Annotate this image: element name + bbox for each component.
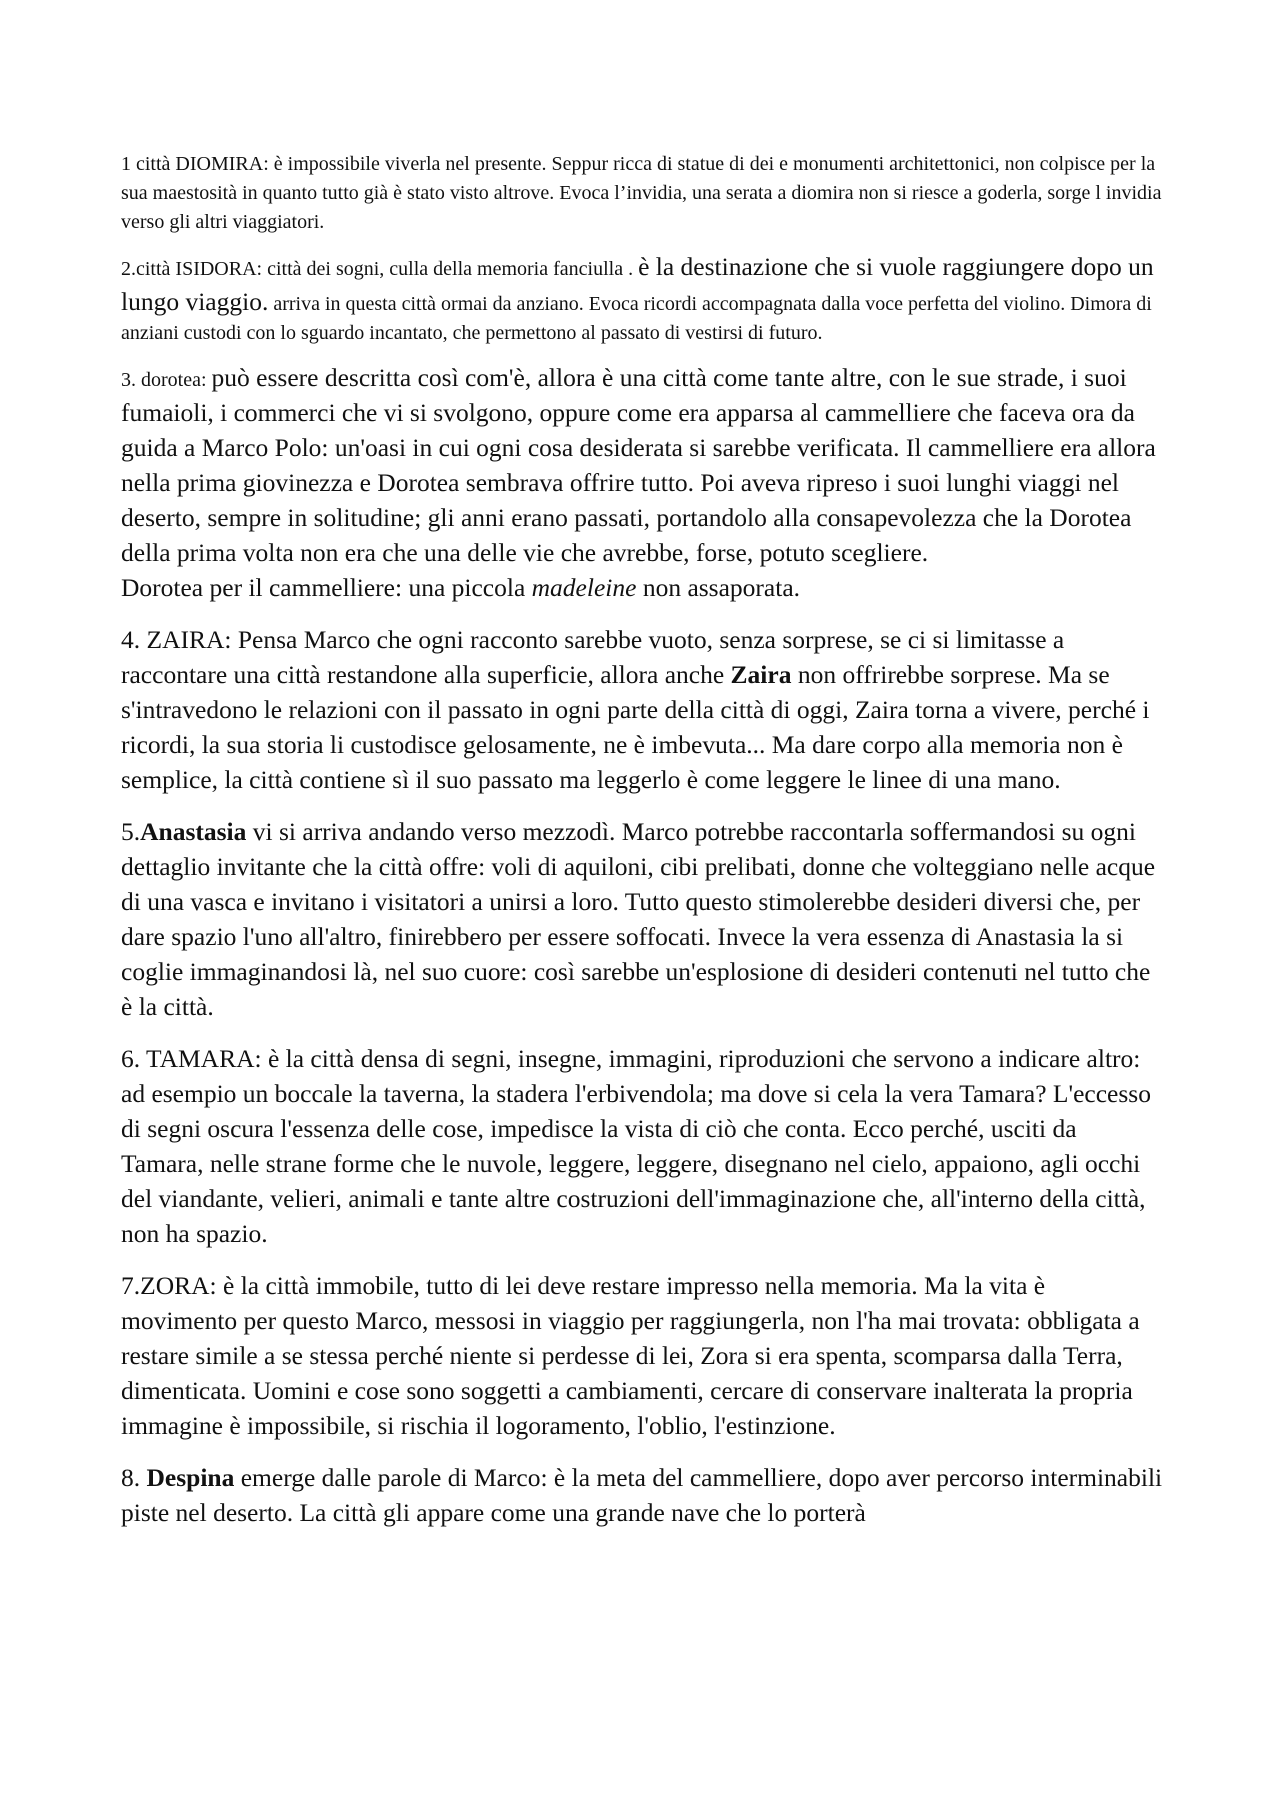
paragraph-dorotea-closing-end: non assaporata. bbox=[636, 573, 801, 602]
paragraph-isidora-highlight: è la destinazione che si vuole raggiungere dopo un lungo viaggio. bbox=[121, 252, 1154, 316]
paragraph-dorotea-prefix: 3. dorotea: bbox=[121, 369, 212, 391]
paragraph-tamara bbox=[121, 1041, 1163, 1251]
paragraph-dorotea-closing: Dorotea per il cammelliere: una piccola bbox=[121, 573, 532, 602]
paragraph-anastasia-number: 5. bbox=[121, 817, 141, 846]
paragraph-zora-text: 7.ZORA: è la città immobile, tutto di lei deve restare impresso nella memoria. Ma la vita è movimento per questo Marco, messosi in viaggio per raggiungerla, non l'ha mai trovata: obbligata a restare simile a se stessa perché niente si perdesse di lei, Zora si era spenta, scomparsa dalla Terra, dimenticata. Uomini e cose sono soggetti a cambiamenti, cercare di conservare inalterata la propria immagine è impossibile, si rischia il logoramento, l'oblio, l'estinzione. bbox=[121, 1271, 1140, 1440]
paragraph-despina bbox=[121, 1460, 1163, 1530]
paragraph-zaira-text-a: 4. ZAIRA: Pensa Marco che ogni racconto sarebbe vuoto, senza sorprese, se ci si limitasse a raccontare una città restandone alla superficie, allora anche bbox=[121, 625, 1065, 689]
paragraph-zaira-bold: Zaira bbox=[730, 660, 792, 689]
document-page bbox=[121, 150, 1163, 1530]
paragraph-anastasia-text: vi si arriva andando verso mezzodì. Marco potrebbe raccontarla soffermandosi su ogni dettaglio invitante che la città offre: voli di aquiloni, cibi prelibati, donne che volteggiano nelle acque di una vasca e invitano i visitatori a unirsi a loro. Tutto questo stimolerebbe desideri diversi che, per dare spazio l'uno all'altro, finirebbero per essere soffocati. Invece la vera essenza di Anastasia la si coglie immaginandosi là, nel suo cuore: così sarebbe un'esplosione di desideri contenuti nel tutto che è la città. bbox=[121, 817, 1156, 1021]
paragraph-zaira-text-b: non offrirebbe sorprese. Ma se s'intravedono le relazioni con il passato in ogni parte della città di oggi, Zaira torna a vivere, perché i ricordi, la sua storia li custodisce gelosamente, ne è imbevuta... Ma dare corpo alla memoria non è semplice, la città contiene sì il suo passato ma leggerlo è come leggere le linee di una mano. bbox=[121, 660, 1150, 794]
paragraph-isidora-rest: arriva in questa città ormai da anziano. Evoca ricordi accompagnata dalla voce perfetta del violino. Dimora di anziani custodi con lo sguardo incantato, che permettono al passato di vestirsi di futuro. bbox=[121, 293, 1152, 344]
paragraph-dorotea-madeleine: madeleine bbox=[531, 573, 637, 602]
paragraph-isidora-intro: 2.città ISIDORA: città dei sogni, culla della memoria fanciulla . bbox=[121, 258, 639, 280]
paragraph-zaira bbox=[121, 622, 1163, 797]
paragraph-despina-text: emerge dalle parole di Marco: è la meta del cammelliere, dopo aver percorso interminabili piste nel deserto. La città gli appare come una grande nave che lo porterà bbox=[121, 1463, 1163, 1527]
paragraph-dorotea-text: può essere descritta così com'è, allora è una città come tante altre, con le sue strade, i suoi fumaioli, i commerci che vi si svolgono, oppure come era apparsa al cammelliere che faceva ora da guida a Marco Polo: un'oasi in cui ogni cosa desiderata si sarebbe verificata. Il cammelliere era allora nella prima giovinezza e Dorotea sembrava offrire tutto. Poi aveva ripreso i suoi lunghi viaggi nel deserto, sempre in solitudine; gli anni erano passati, portandolo alla consapevolezza che la Dorotea della prima volta non era che una delle vie che avrebbe, forse, potuto scegliere. bbox=[121, 363, 1156, 567]
paragraph-isidora bbox=[121, 249, 1163, 348]
paragraph-zora bbox=[121, 1268, 1163, 1443]
paragraph-anastasia bbox=[121, 814, 1163, 1024]
paragraph-diomira-text: 1 città DIOMIRA: è impossibile viverla nel presente. Seppur ricca di statue di dei e monumenti architettonici, non colpisce per la sua maestosità in quanto tutto già è stato visto altrove. Evoca l’invidia, una serata a diomira non si riesce a goderla, sorge l invidia verso gli altri viaggiatori. bbox=[121, 153, 1162, 233]
paragraph-tamara-text: 6. TAMARA: è la città densa di segni, insegne, immagini, riproduzioni che servono a indicare altro: ad esempio un boccale la taverna, la stadera l'erbivendola; ma dove si cela la vera Tamara? L'eccesso di segni oscura l'essenza delle cose, impedisce la vista di ciò che conta. Ecco perché, usciti da Tamara, nelle strane forme che le nuvole, leggere, leggere, disegnano nel cielo, appaiono, agli occhi del viandante, velieri, animali e tante altre costruzioni dell'immaginazione che, all'interno della città, non ha spazio. bbox=[121, 1044, 1151, 1248]
paragraph-dorotea bbox=[121, 360, 1163, 605]
paragraph-diomira bbox=[121, 150, 1163, 237]
paragraph-anastasia-bold: Anastasia bbox=[140, 817, 247, 846]
paragraph-despina-bold: Despina bbox=[146, 1463, 235, 1492]
paragraph-despina-number: 8. bbox=[121, 1463, 147, 1492]
